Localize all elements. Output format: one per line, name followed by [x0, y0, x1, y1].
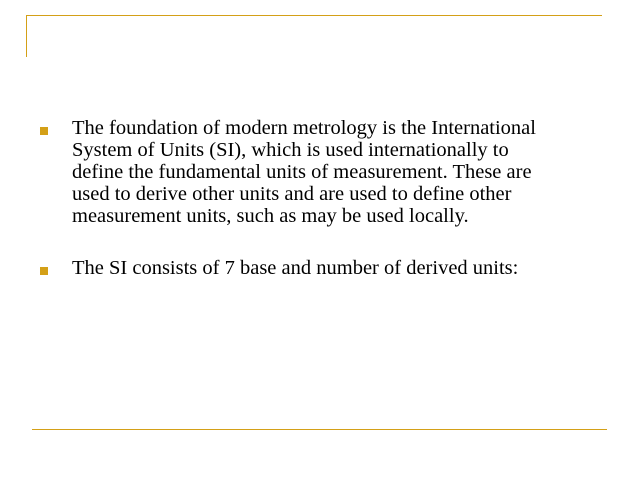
square-bullet-icon [40, 267, 48, 275]
square-bullet-icon [40, 127, 48, 135]
bullet-text: The foundation of modern metrology is the International System of Units (SI), which is used internationally to define the fundamental units of measurement. These are used to derive other units and are used to define other measurement units, such as may be used locally. [72, 117, 536, 227]
bullet-text: The SI consists of 7 base and number of derived units: [72, 257, 519, 279]
bottom-decorative-rule [32, 429, 607, 430]
